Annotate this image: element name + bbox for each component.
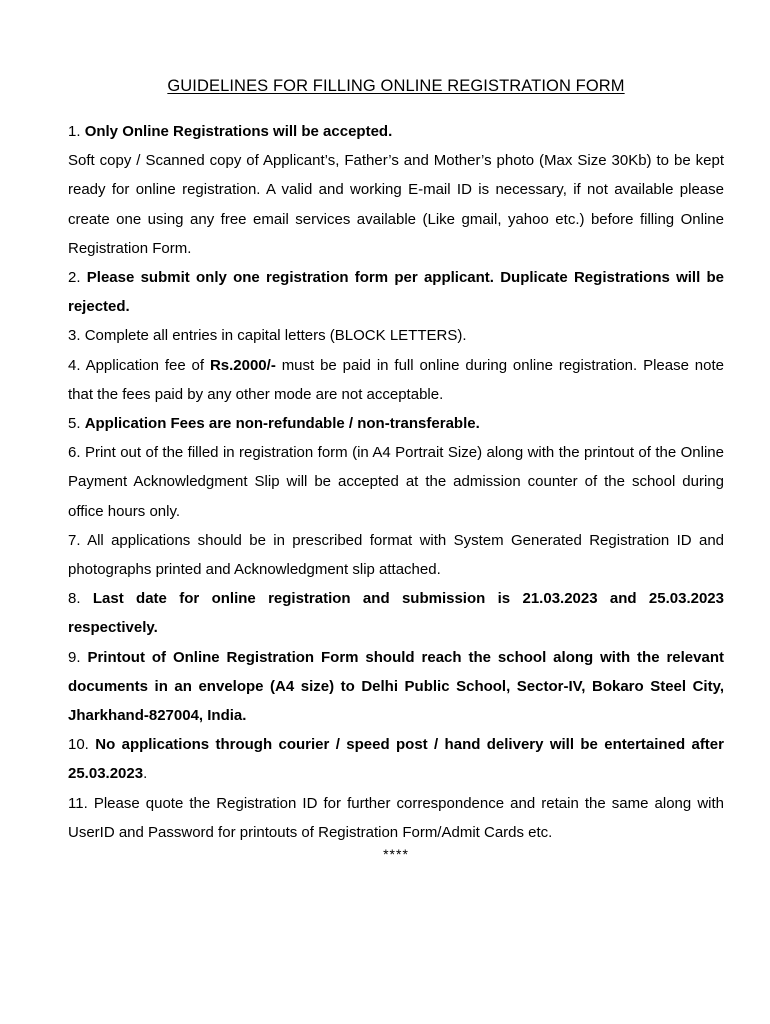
item-number: 5.	[68, 415, 81, 433]
item-number: 11.	[68, 794, 88, 812]
guideline-item-3	[68, 321, 724, 350]
item-text: Print out of the filled in registration form (in A4 Portrait Size) along with the printout of the Online Payment Acknowledgment Slip will be accepted at the admission counter of the school during office hours only.	[68, 444, 724, 520]
guideline-item-8	[68, 584, 724, 642]
item-text: Complete all entries in capital letters (BLOCK LETTERS).	[84, 327, 467, 345]
item-text-before: Application fee of	[85, 356, 205, 374]
item-number: 1.	[68, 123, 81, 140]
end-marker: ****	[383, 846, 409, 862]
item-number: 4.	[68, 356, 81, 374]
item-number: 10.	[68, 736, 89, 754]
item-bold-text: Only Online Registrations will be accepted.	[84, 123, 393, 140]
guideline-item-11	[68, 789, 724, 847]
guideline-item-9	[68, 643, 724, 731]
item-text: Soft copy / Scanned copy of Applicant’s, Father’s and Mother’s photo (Max Size 30Kb) to be kept ready for online registration. A valid and working E-mail ID is necessary, if not available please create one using any free email services available (Like gmail, yahoo etc.) before filling Online Registration Form.	[68, 152, 724, 257]
item-text-after: must be paid in full online during online registration. Please note that the fees paid by any other mode are not acceptable.	[68, 356, 724, 403]
item-text-after: .	[143, 765, 148, 783]
guidelines-body	[68, 117, 724, 847]
item-text: All applications should be in prescribed format with System Generated Registration ID and photographs printed and Acknowledgment slip attached.	[68, 531, 725, 579]
guideline-item-1	[68, 117, 724, 146]
item-bold-text: Application Fees are non-refundable / non-transferable.	[84, 415, 480, 433]
guideline-item-4	[68, 351, 724, 409]
item-number: 3.	[68, 327, 81, 345]
item-number: 8.	[68, 590, 81, 608]
application-fee-amount: Rs.2000/-	[209, 356, 276, 374]
item-number: 7.	[68, 531, 81, 549]
guideline-item-10	[68, 730, 724, 788]
item-number: 2.	[68, 269, 81, 287]
item-number: 6.	[68, 444, 81, 462]
item-bold-text: Last date for online registration and submission is 21.03.2023 and 25.03.2023 respectively.	[68, 590, 724, 637]
item-bold-text: Printout of Online Registration Form should reach the school along with the relevant documents in an envelope (A4 size) to Delhi Public School, Sector-IV, Bokaro Steel City, Jharkhand-827004, India.	[68, 648, 724, 725]
guideline-item-2	[68, 263, 724, 321]
guideline-item-5	[68, 409, 724, 438]
guideline-item-1-detail	[68, 146, 724, 263]
item-number: 9.	[68, 648, 81, 666]
guideline-item-7	[68, 526, 724, 584]
item-text: Please quote the Registration ID for further correspondence and retain the same along with UserID and Password for printouts of Registration Form/Admit Cards etc.	[68, 794, 724, 841]
guideline-item-6	[68, 438, 724, 526]
page-title: GUIDELINES FOR FILLING ONLINE REGISTRATION FORM	[167, 77, 625, 95]
item-bold-text: No applications through courier / speed post / hand delivery will be entertained after 25.03.2023	[68, 736, 724, 783]
item-bold-text: Please submit only one registration form per applicant. Duplicate Registrations will be rejected.	[68, 269, 725, 316]
